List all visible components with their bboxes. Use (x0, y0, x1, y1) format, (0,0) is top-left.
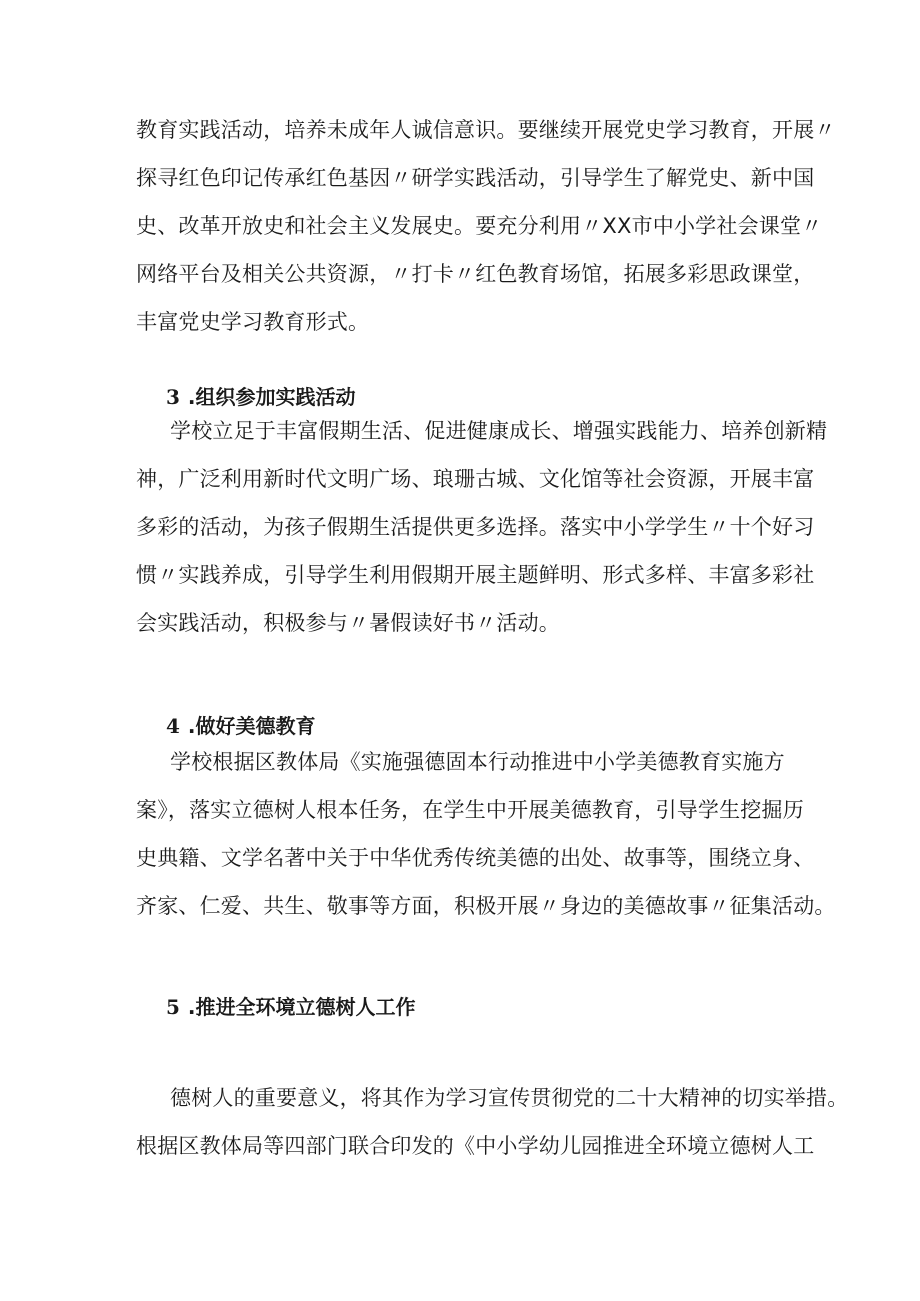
paragraph-line: 探寻红色印记传承红色基因〃研学实践活动，引导学生了解党史、新中国 (136, 166, 815, 190)
paragraph-line: 神，广泛利用新时代文明广场、琅珊古城、文化馆等社会资源，开展丰富 (136, 467, 815, 491)
paragraph-moral-education-environment (136, 1074, 849, 1170)
paragraph-line: 会实践活动，积极参与〃暑假读好书〃活动。 (136, 611, 560, 635)
paragraph-line: 多彩的活动，为孩子假期生活提供更多选择。落实中小学学生〃十个好习 (136, 515, 815, 539)
paragraph-line: 史典籍、文学名著中关于中华优秀传统美德的出处、故事等，围绕立身、 (136, 846, 815, 870)
paragraph-line: 案》，落实立德树人根本任务，在学生中开展美德教育，引导学生挖掘历 (136, 798, 804, 822)
paragraph-line: 齐家、仁爱、共生、敬事等方面，积极开展〃身边的美德故事〃征集活动。 (136, 894, 836, 918)
paragraph-virtue-education (136, 738, 836, 930)
section-title: .组织参加实践活动 (187, 385, 356, 409)
paragraph-line: 教育实践活动，培养未成年人诚信意识。要继续开展党史学习教育，开展〃 (136, 118, 836, 142)
paragraph-line: 史、改革开放史和社会主义发展史。要充分利用〃XX市中小学社会课堂〃 (136, 214, 823, 238)
section-title: .推进全环境立德树人工作 (187, 995, 416, 1019)
section-heading-5 (166, 992, 416, 1022)
paragraph-line: 学校根据区教体局《实施强德固本行动推进中小学美德教育实施方 (170, 750, 785, 774)
paragraph-line: 德树人的重要意义，将其作为学习宣传贯彻党的二十大精神的切实举措。 (170, 1086, 849, 1110)
paragraph-line: 学校立足于丰富假期生活、促进健康成长、增强实践能力、培养创新精 (170, 419, 828, 443)
paragraph-line: 根据区教体局等四部门联合印发的《中小学幼儿园推进全环境立德树人工 (136, 1134, 815, 1158)
section-number: 4 (166, 714, 180, 738)
paragraph-practice-activities (136, 407, 828, 647)
section-number: 3 (166, 385, 180, 409)
paragraph-line: 丰富党史学习教育形式。 (136, 310, 370, 334)
section-heading-4 (166, 711, 316, 741)
paragraph-line: 惯〃实践养成，引导学生利用假期开展主题鲜明、形式多样、丰富多彩社 (136, 563, 815, 587)
paragraph-red-education (136, 106, 836, 346)
paragraph-line: 网络平台及相关公共资源，〃打卡〃红色教育场馆，拓展多彩思政课堂， (136, 262, 815, 286)
section-number: 5 (166, 995, 180, 1019)
section-title: .做好美德教育 (187, 714, 316, 738)
